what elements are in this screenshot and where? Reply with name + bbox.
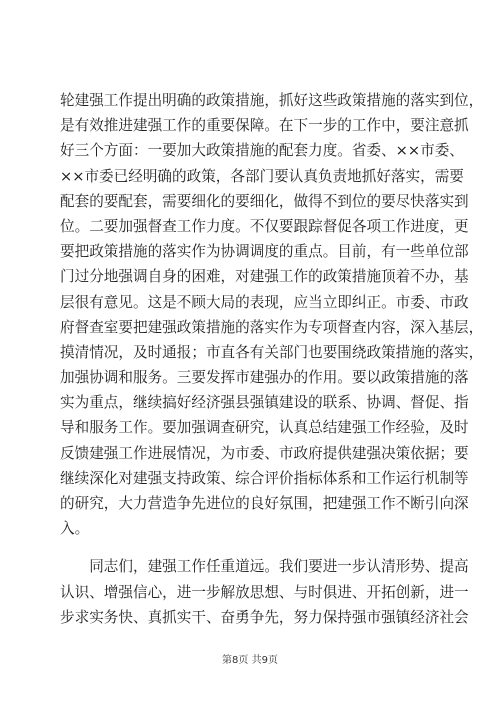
- text-line: 是有效推进建强工作的重要保障。在下一步的工作中，要注意抓: [60, 117, 469, 135]
- text-line: 继续深化对建强支持政策、综合评价指标体系和工作运行机制等: [60, 469, 469, 487]
- text-line: 认识、增强信心，进一步解放思想、与时俱进、开拓创新，进一: [60, 583, 469, 601]
- text-line: 的研究，大力营造争先进位的良好氛围，把建强工作不断引向深: [60, 495, 469, 512]
- text-line: 实为重点，继续搞好经济强县强镇建设的联系、协调、督促、指: [60, 394, 469, 412]
- text-line: ××市委已经明确的政策，各部门要认真负责地抓好落实，需要: [60, 167, 464, 185]
- body-text: [60, 88, 484, 630]
- text-line: 要把政策措施的落实作为协调调度的重点。目前，有一些单位部: [60, 243, 469, 261]
- paragraph-gap: [60, 541, 444, 554]
- text-line: 门过分地强调自身的困难，对建强工作的政策措施顶着不办，基: [60, 268, 469, 286]
- text-line: 位。二要加强督查工作力度。不仅要跟踪督促各项工作进度，更: [60, 217, 469, 235]
- text-line: 府督查室要把建强政策措施的落实作为专项督查内容，深入基层，: [60, 318, 484, 336]
- text-line: 导和服务工作。要加强调查研究，认真总结建强工作经验，及时: [60, 419, 469, 437]
- text-line: 摸清情况，及时通报；市直各有关部门也要围绕政策措施的落实，: [60, 343, 484, 361]
- text-line: 加强协调和服务。三要发挥市建强办的作用。要以政策措施的落: [60, 369, 469, 387]
- text-line: 反馈建强工作进展情况，为市委、市政府提供建强决策依据；要: [60, 444, 469, 462]
- text-line: 配套的要配套，需要细化的要细化，做得不到位的要尽快落实到: [60, 192, 469, 210]
- text-line: 同志们，建强工作任重道远。我们要进一步认清形势、提高: [60, 558, 469, 576]
- text-line: 入。: [60, 520, 90, 538]
- text-line: 层很有意见。这是不顾大局的表现，应当立即纠正。市委、市政: [60, 293, 469, 311]
- text-line: 步求实务快、真抓实干、奋勇争先，努力保持强市强镇经济社会: [60, 608, 469, 626]
- text-line: 轮建强工作提出明确的政策措施，抓好这些政策措施的落实到位，: [60, 92, 484, 109]
- paragraph-1: [60, 88, 484, 541]
- text-line: 好三个方面：一要加大政策措施的配套力度。省委、××市委、: [60, 142, 464, 160]
- page-number-footer: 第8页 共9页: [222, 655, 278, 666]
- paragraph-2: [60, 554, 469, 630]
